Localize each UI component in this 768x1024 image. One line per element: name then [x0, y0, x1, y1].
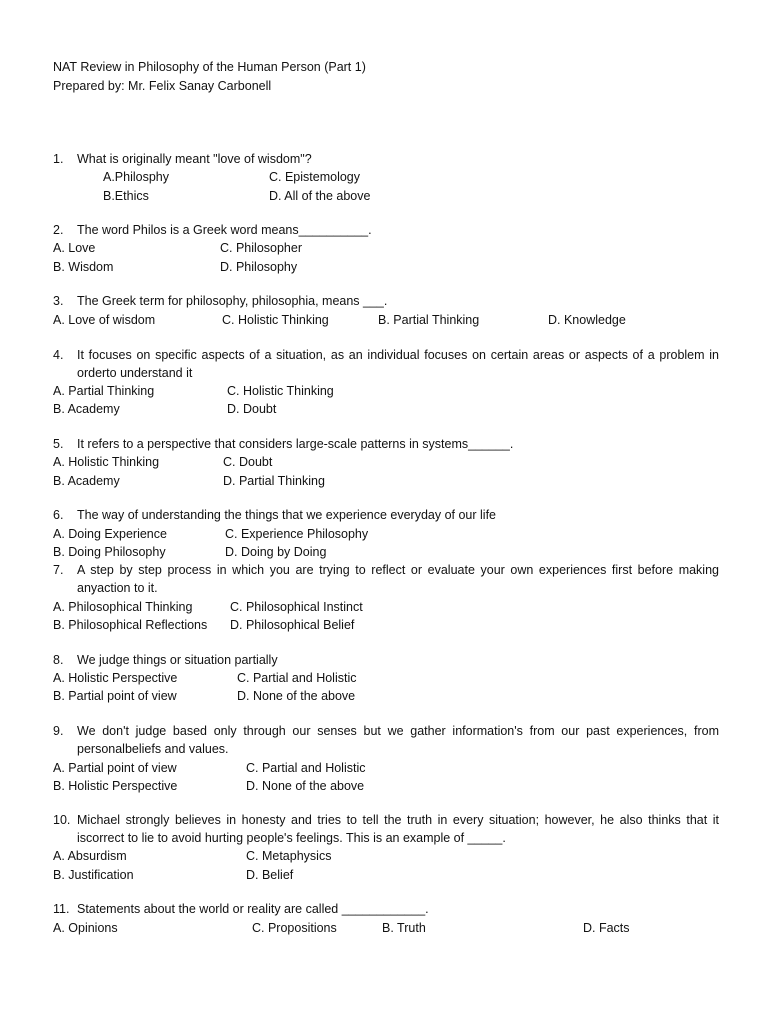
option-a: A. Doing Experience [53, 527, 167, 541]
option-c: C. Doubt [223, 455, 273, 469]
question-number: 5. [53, 437, 64, 451]
option-d: D. All of the above [269, 189, 371, 203]
question-text: It refers to a perspective that considers large-scale patterns in systems______. [77, 437, 514, 451]
option-b: B. Partial point of view [53, 689, 177, 703]
option-a: A. Holistic Thinking [53, 455, 160, 469]
question-number: 4. [53, 348, 64, 362]
question-number: 2. [53, 223, 64, 237]
option-c: C. Partial and Holistic [246, 761, 366, 775]
option-c: C. Partial and Holistic [237, 671, 357, 685]
option-b: B. Academy [53, 402, 120, 416]
option-a: A. Partial Thinking [53, 384, 155, 398]
option-b: B. Doing Philosophy [53, 545, 166, 559]
option-c: C. Experience Philosophy [225, 527, 369, 541]
question-text: The Greek term for philosophy, philosophia, means ___. [77, 294, 388, 308]
option-d: D. None of the above [237, 689, 356, 703]
option-d: D. Doing by Doing [225, 545, 327, 559]
option-d: D. None of the above [246, 779, 365, 793]
option-c: C. Holistic Thinking [222, 313, 329, 327]
question-text: A step by step process in which you are trying to reflect or evaluate your own experiences first before making anyaction to it. [77, 563, 719, 595]
question-text: Statements about the world or reality are called ____________. [77, 902, 429, 916]
question-number: 11. [53, 902, 70, 916]
option-a: A. Holistic Perspective [53, 671, 178, 685]
option-a: A. Opinions [53, 921, 118, 935]
option-c: C. Metaphysics [246, 849, 332, 863]
question-number: 9. [53, 724, 64, 738]
option-c: C. Propositions [252, 921, 337, 935]
question-number: 3. [53, 294, 64, 308]
option-c: C. Holistic Thinking [227, 384, 334, 398]
option-d: D. Philosophical Belief [230, 618, 355, 632]
option-d: D. Knowledge [548, 313, 626, 327]
option-a: A. Love [53, 241, 96, 255]
option-c: C. Epistemology [269, 170, 361, 184]
question-number: 10. [53, 813, 71, 827]
option-a: A. Love of wisdom [53, 313, 156, 327]
question-text: We don't judge based only through our senses but we gather information's from our past experiences, from personalbeliefs and values. [77, 724, 719, 756]
question-number: 7. [53, 563, 64, 577]
option-a: A. Partial point of view [53, 761, 177, 775]
option-c: C. Philosophical Instinct [230, 600, 363, 614]
question-number: 1. [53, 152, 64, 166]
option-b: B. Academy [53, 474, 120, 488]
question-number: 8. [53, 653, 64, 667]
question-text: Michael strongly believes in honesty and tries to tell the truth in every situation; however, he also thinks that it iscorrect to lie to avoid hurting people's feelings. This is an example of _____. [77, 813, 719, 845]
option-d: D. Philosophy [220, 260, 298, 274]
question-text: It focuses on specific aspects of a situation, as an individual focuses on certain areas or aspects of a problem in orderto understand it [77, 348, 719, 380]
option-d: D. Facts [583, 921, 630, 935]
option-c: C. Philosopher [220, 241, 302, 255]
option-a: A. Philosophical Thinking [53, 600, 193, 614]
option-d: D. Belief [246, 868, 294, 882]
option-d: D. Doubt [227, 402, 277, 416]
question-number: 6. [53, 508, 64, 522]
option-b: B.Ethics [103, 189, 149, 203]
option-b: B. Partial Thinking [378, 313, 480, 327]
question-text: We judge things or situation partially [77, 653, 278, 667]
option-a: A.Philosphy [103, 170, 170, 184]
option-b: B. Philosophical Reflections [53, 618, 208, 632]
question-text: What is originally meant "love of wisdom"? [77, 152, 312, 166]
option-a: A. Absurdism [53, 849, 127, 863]
question-text: The way of understanding the things that we experience everyday of our life [77, 508, 497, 522]
option-b: B. Truth [382, 921, 426, 935]
prepared-by: Prepared by: Mr. Felix Sanay Carbonell [53, 79, 272, 93]
option-b: B. Justification [53, 868, 134, 882]
option-b: B. Holistic Perspective [53, 779, 178, 793]
option-d: D. Partial Thinking [223, 474, 325, 488]
option-b: B. Wisdom [53, 260, 114, 274]
document-title: NAT Review in Philosophy of the Human Person (Part 1) [53, 60, 366, 74]
question-text: The word Philos is a Greek word means__________. [77, 223, 372, 237]
